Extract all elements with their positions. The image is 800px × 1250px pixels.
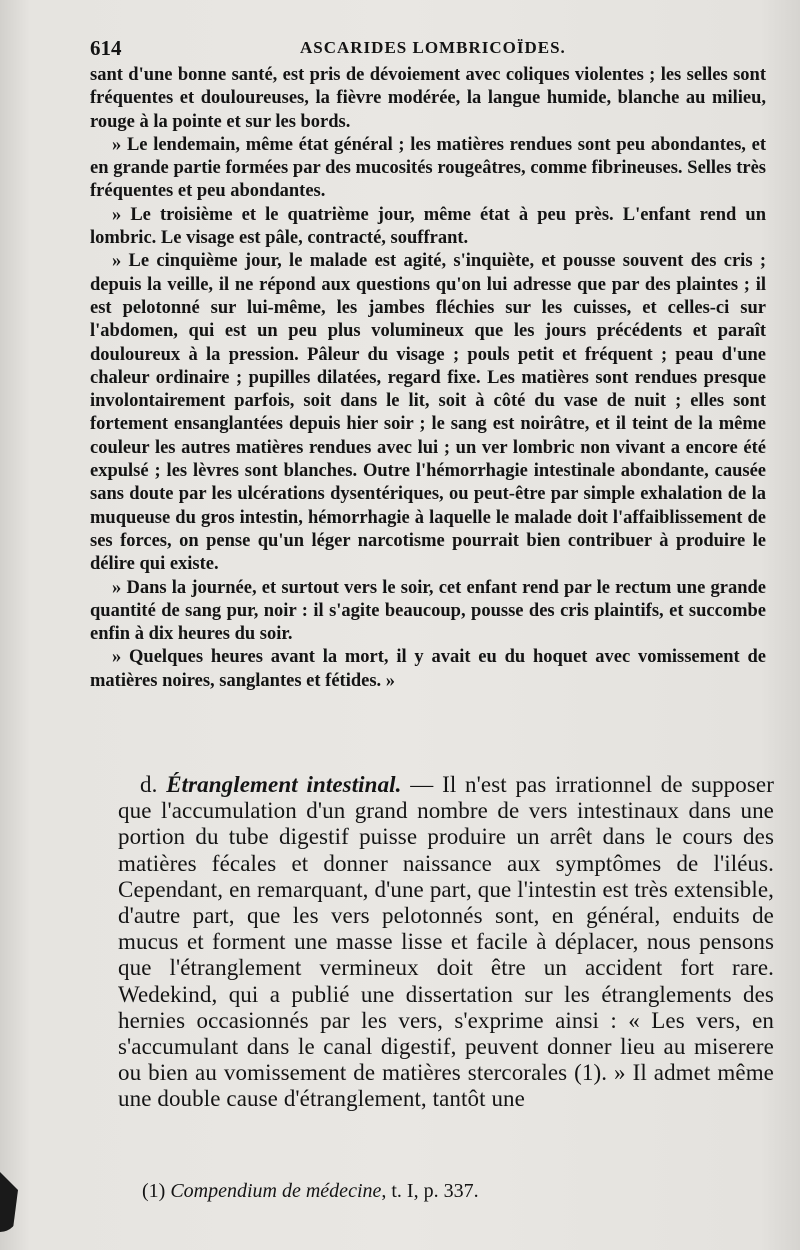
ink-stain (0, 1172, 18, 1232)
footnote-marker: (1) (142, 1180, 166, 1202)
page-header (90, 36, 780, 62)
section-label: d. (140, 772, 158, 797)
running-title: ASCARIDES LOMBRICOÏDES. (300, 38, 566, 57)
paragraph: » Dans la journée, et surtout vers le soir, cet enfant rend par le rectum une grande quantité de sang pur, noir : il s'agite beaucoup, pousse des cris plaintifs, et succombe enfin à dix heures du soir. (90, 577, 766, 645)
section-paragraph (118, 772, 774, 1113)
paragraph: » Le cinquième jour, le malade est agité, s'inquiète, et pousse souvent des cris ; depuis la veille, il ne répond aux questions qu'on lui adresse que par des plaintes ; il est pelotonné sur lui-même, les jambes fléchies sur les cuisses, et celles-ci sur l'abdomen, qui est un peu plus volumineux que les jours précédents et paraît douloureux à la pression. Pâleur du visage ; pouls petit et fréquent ; peau d'une chaleur ordinaire ; pupilles dilatées, regard fixe. Les matières sont rendues presque involontairement parfois, soit dans le lit, soit à côté du vase de nuit ; elles sont fortement ensanglantées depuis hier soir ; le sang est noirâtre, et il teint de la même couleur les autres matières rendues avec lui ; un ver lombric non vivant a encore été expulsé ; les lèvres sont blanches. Outre l'hémorrhagie intestinale abondante, causée sans doute par les ulcérations dysentériques, ou peut-être par simple exhalation de la muqueuse du gros intestin, hémorrhagie à laquelle le malade doit l'affaiblissement de ses forces, on pense qu'un léger narcotisme pourrait bien contribuer à produire le délire qui existe. (90, 251, 766, 575)
footnote-work-title: Compendium de médecine (170, 1180, 382, 1202)
section-body: — Il n'est pas irrationnel de supposer que l'accumulation d'un grand nombre de vers intestinaux dans une portion du tube digestif puisse produire un arrêt dans le cours des matières fécales et donner naissance aux symptômes de l'iléus. Cependant, en remarquant, d'une part, que l'intestin est très extensible, d'autre part, que les vers pelotonnés sont, en général, enduits de mucus et forment une masse lisse et facile à déplacer, nous pensons que l'étranglement vermineux doit être un accident fort rare. Wedekind, qui a publié une dissertation sur les étranglements des hernies occasionnés par les vers, s'exprime ainsi : « Les vers, en s'accumulant dans le canal digestif, peuvent donner lieu au miserere ou bien au vomissement de matières stercorales (1). » Il admet même une double cause d'étranglement, tantôt une (118, 772, 774, 1112)
footnote (142, 1180, 762, 1203)
paragraph: » Le troisième et le quatrième jour, même état à peu près. L'enfant rend un lombric. Le visage est pâle, contracté, souffrant. (90, 204, 766, 249)
paragraph: sant d'une bonne santé, est pris de dévoiement avec coliques violentes ; les selles sont fréquentes et douloureuses, la fièvre modérée, la langue humide, blanche au milieu, rouge à la pointe et sur les bords. (90, 65, 766, 132)
paragraph: » Le lendemain, même état général ; les matières rendues sont peu abondantes, et en grande partie formées par des mucosités rougeâtres, comme fibrineuses. Selles très fréquentes et peu abondantes. (90, 134, 766, 202)
section-intestinal-strangulation (118, 772, 774, 1113)
footnote-reference: , t. I, p. 337. (381, 1180, 479, 1202)
page-number: 614 (90, 36, 122, 60)
section-title: Étranglement intestinal. (166, 772, 402, 797)
paragraph: » Quelques heures avant la mort, il y avait eu du hoquet avec vomissement de matières noires, sanglantes et fétides. » (90, 647, 766, 691)
case-report-text (90, 64, 766, 693)
